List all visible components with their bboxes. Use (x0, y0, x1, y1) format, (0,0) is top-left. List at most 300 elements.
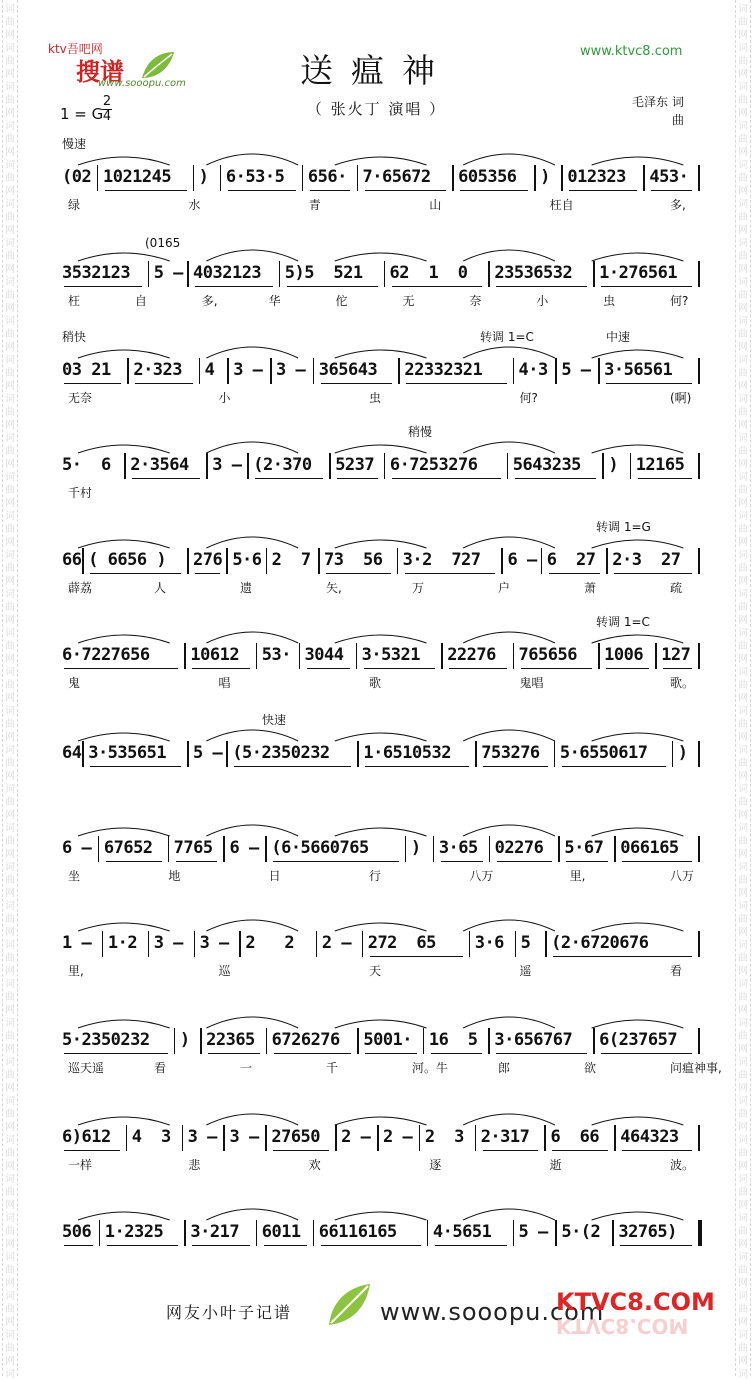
measure-notes: 453· (649, 167, 689, 187)
watermark-glyph: 网 (738, 342, 748, 353)
watermark-glyph: 词 (738, 1174, 748, 1185)
slur-arc (206, 825, 298, 836)
lyric-word: 佗 (335, 294, 348, 308)
watermark-glyph: 曲 (738, 1031, 748, 1042)
watermark-glyph: 曲 (738, 953, 748, 964)
slur-marks (0, 1087, 753, 1177)
watermark-glyph: 曲 (738, 212, 748, 223)
watermark-glyph: 词 (5, 4, 15, 15)
watermark-glyph: 词 (5, 1057, 15, 1068)
slur-arc (78, 445, 170, 453)
watermark-glyph: 曲 (738, 602, 748, 613)
transcriber-credit: 网友小叶子记谱 (166, 1303, 293, 1322)
measure-notes: 53· (261, 645, 291, 665)
staff-line (0, 415, 753, 505)
staff-line (0, 223, 753, 313)
measure-notes: 6·7253276 (389, 455, 478, 475)
watermark-glyph: 网 (5, 1317, 15, 1328)
watermark-glyph: 曲 (738, 95, 748, 106)
measure-notes: 4032123 (193, 263, 262, 283)
staff-line (0, 893, 753, 983)
watermark-glyph: 网 (5, 147, 15, 158)
slur-arc (592, 635, 684, 643)
watermark-glyph: 网 (738, 420, 748, 431)
staff-line (0, 990, 753, 1080)
watermark-glyph: 词 (738, 199, 748, 210)
song-title: 送瘟神 (300, 51, 453, 90)
watermark-glyph: 曲 (738, 563, 748, 574)
watermark-glyph: 网 (5, 615, 15, 626)
measure-notes: (2·6720676 (551, 933, 649, 953)
watermark-glyph: 网 (5, 342, 15, 353)
watermark-glyph: 曲 (738, 914, 748, 925)
watermark-glyph: 网 (5, 108, 15, 119)
slur-arc (463, 825, 555, 836)
measure-notes: 1·276561 (599, 263, 678, 283)
measure-notes: 3 – (153, 933, 183, 953)
slur-arc (206, 250, 298, 261)
lyric-word: 青 (308, 198, 321, 212)
lyric-word: 万 (412, 581, 425, 595)
lyric-word: 奈 (469, 294, 482, 308)
lyric-word: 里, (569, 869, 586, 883)
watermark-glyph: 词 (5, 1096, 15, 1107)
slur-arc (78, 635, 170, 643)
watermark-glyph: 词 (738, 433, 748, 444)
watermark-glyph: 曲 (738, 368, 748, 379)
measure-notes: 3·6 (474, 933, 504, 953)
watermark-glyph: 词 (738, 1057, 748, 1068)
lyric-word: 自 (134, 294, 147, 308)
watermark-glyph: 词 (738, 316, 748, 327)
watermark-glyph: 曲 (5, 251, 15, 262)
lyric-word: 薜荔 (68, 581, 93, 595)
brand-name: 搜谱 (76, 57, 124, 86)
watermark-glyph: 词 (5, 706, 15, 717)
measure-notes: 67652 (103, 838, 153, 858)
slur-arc (592, 923, 684, 931)
watermark-glyph: 网 (5, 576, 15, 587)
watermark-glyph: 曲 (738, 680, 748, 691)
slur-arc (206, 632, 298, 643)
watermark-glyph: 曲 (738, 329, 748, 340)
measure-notes: ) (179, 1030, 190, 1050)
slur-arc (463, 730, 555, 741)
direction-mark: 转调 1=C (480, 330, 534, 344)
watermark-glyph: 词 (738, 667, 748, 678)
measure-notes: 3532123 (62, 263, 131, 283)
watermark-glyph: 网 (5, 1005, 15, 1016)
lyricist: 毛泽东 词 (632, 95, 684, 109)
watermark-glyph: 词 (738, 277, 748, 288)
watermark-glyph: 词 (738, 121, 748, 132)
measure-notes: 3 – (233, 360, 263, 380)
watermark-glyph: 网 (5, 459, 15, 470)
watermark-glyph: 曲 (5, 290, 15, 301)
direction-mark: (0165 (145, 236, 181, 250)
lyric-word: 欲 (584, 1061, 597, 1075)
watermark-glyph: 曲 (738, 134, 748, 145)
staff-line (0, 798, 753, 888)
watermark-glyph: 网 (5, 186, 15, 197)
watermark-glyph: 网 (738, 1122, 748, 1133)
measure-notes: 6·7227656 (62, 645, 150, 665)
watermark-glyph: 曲 (738, 719, 748, 730)
watermark-glyph: 曲 (738, 485, 748, 496)
measure-notes: 127 (661, 645, 691, 665)
watermark-glyph: 曲 (5, 1187, 15, 1198)
lyric-word: 矢, (326, 581, 342, 595)
watermark-glyph: 曲 (738, 56, 748, 67)
slur-arc (592, 350, 684, 358)
watermark-glyph: 网 (5, 927, 15, 938)
measure-notes: 6)612 (62, 1127, 111, 1147)
watermark-glyph: 网 (5, 810, 15, 821)
slur-arc (78, 1020, 170, 1028)
watermark-glyph: 网 (738, 1317, 748, 1328)
watermark-glyph: 词 (738, 1291, 748, 1302)
measure-notes: 765656 (518, 645, 577, 665)
measure-notes: 012323 (567, 167, 626, 187)
lyric-word: 看 (670, 964, 683, 978)
measure-notes: 2·3 27 (612, 550, 681, 570)
watermark-glyph: 词 (5, 199, 15, 210)
lyric-word: 歌 (369, 676, 382, 690)
measure-notes: 23536532 (494, 263, 573, 283)
slur-arc (206, 154, 298, 165)
watermark-glyph: 词 (738, 823, 748, 834)
measure-notes: 6(237657 (599, 1030, 678, 1050)
measure-notes: 5 – (193, 743, 223, 763)
lyric-word: 户 (498, 581, 511, 595)
watermark-glyph: 词 (5, 160, 15, 171)
watermark-glyph: 曲 (738, 1226, 748, 1237)
watermark-glyph: 词 (738, 901, 748, 912)
slur-arc (206, 347, 298, 358)
watermark-glyph: 网 (738, 654, 748, 665)
lyric-word: 枉自 (549, 198, 574, 212)
watermark-glyph: 词 (5, 277, 15, 288)
slur-arc (78, 540, 170, 548)
watermark-glyph: 词 (5, 394, 15, 405)
watermark-glyph: 词 (5, 1252, 15, 1263)
direction-mark: 快速 (262, 713, 287, 727)
slur-arc (78, 350, 170, 358)
slur-marks (0, 1182, 753, 1272)
measure-notes: 3·535651 (88, 743, 167, 763)
measure-notes: 5 – (561, 360, 591, 380)
slur-arc (335, 445, 427, 453)
watermark-glyph: 词 (5, 862, 15, 873)
lyric-word: 小 (536, 294, 549, 308)
measure-notes: 2·317 (480, 1127, 530, 1147)
watermark-glyph: 曲 (5, 368, 15, 379)
watermark-glyph: 网 (738, 69, 748, 80)
measure-notes: 5·6 (232, 550, 262, 570)
measure-notes: 2 – (321, 933, 352, 953)
watermark-glyph: 词 (738, 511, 748, 522)
watermark-glyph: 网 (5, 420, 15, 431)
lyric-word: 逐 (429, 1158, 442, 1172)
ktvc8-link[interactable]: www.ktvc8.com (580, 44, 683, 59)
watermark-glyph: 曲 (738, 1148, 748, 1159)
watermark-glyph: 网 (738, 1239, 748, 1250)
lyric-word: 虫 (369, 391, 382, 405)
watermark-glyph: 词 (738, 550, 748, 561)
lyric-word: 无奈 (68, 391, 93, 405)
direction-mark: 慢速 (62, 137, 87, 151)
lyric-word: 枉 (68, 294, 81, 308)
watermark-glyph: 网 (5, 771, 15, 782)
measure-notes: (02 (62, 167, 92, 187)
watermark-glyph: 网 (738, 186, 748, 197)
slur-marks (0, 703, 753, 793)
measure-notes: 6 – (62, 838, 92, 858)
watermark-glyph: 词 (5, 823, 15, 834)
measure-notes: 12165 (635, 455, 685, 475)
watermark-glyph: 网 (5, 888, 15, 899)
watermark-glyph: 网 (5, 1239, 15, 1250)
slur-arc (592, 828, 684, 836)
measure-notes: 5 – (153, 263, 183, 283)
watermark-glyph: 网 (738, 303, 748, 314)
measure-notes: 3·2 727 (402, 550, 481, 570)
slur-arc (206, 730, 298, 741)
watermark-glyph: 词 (5, 940, 15, 951)
watermark-glyph: 词 (738, 940, 748, 951)
lyric-word: 巡天遥 (68, 1061, 105, 1075)
watermark-glyph: 曲 (5, 56, 15, 67)
lyric-word: 日 (268, 869, 281, 883)
staff-line (0, 510, 753, 600)
measure-notes: 753276 (481, 743, 540, 763)
measure-notes: 22365 (206, 1030, 255, 1050)
watermark-glyph: 词 (738, 628, 748, 639)
watermark-glyph: 曲 (738, 1304, 748, 1315)
slur-arc (463, 347, 555, 358)
watermark-glyph: 曲 (5, 836, 15, 847)
slur-arc (335, 923, 427, 931)
watermark-glyph: 网 (738, 732, 748, 743)
brand-url: www.sooopu.com (98, 78, 186, 89)
watermark-glyph: 词 (5, 433, 15, 444)
lyric-word: 悲 (188, 1158, 201, 1172)
time-bottom: 4 (102, 109, 112, 124)
measure-notes: ) (677, 743, 688, 763)
lyric-word: 何? (670, 294, 689, 308)
watermark-glyph: 词 (738, 4, 748, 15)
watermark-glyph: 词 (738, 82, 748, 93)
watermark-glyph: 曲 (738, 290, 748, 301)
watermark-glyph: 词 (738, 979, 748, 990)
composer: 曲 (672, 113, 685, 127)
watermark-glyph: 曲 (5, 953, 15, 964)
measure-notes: 73 56 (324, 550, 383, 570)
measure-notes: 2 3 (424, 1127, 464, 1147)
lyric-word: 华 (268, 294, 281, 308)
measure-notes: 506 (62, 1222, 92, 1242)
measure-notes: 4·3 (518, 360, 548, 380)
slur-arc (206, 1114, 298, 1125)
watermark-glyph: 词 (5, 1018, 15, 1029)
watermark-glyph: 网 (5, 303, 15, 314)
watermark-glyph: 网 (5, 537, 15, 548)
measure-notes: 6·53·5 (225, 167, 285, 187)
watermark-glyph: 网 (738, 888, 748, 899)
slur-arc (335, 157, 427, 165)
watermark-glyph: 曲 (5, 914, 15, 925)
lyric-word: 八万 (670, 869, 695, 883)
watermark-glyph: 曲 (738, 797, 748, 808)
measure-notes: 3·217 (190, 1222, 240, 1242)
slur-marks (0, 415, 753, 505)
measure-notes: 6 66 (550, 1127, 600, 1147)
watermark-glyph: 词 (738, 43, 748, 54)
watermark-glyph: 词 (5, 901, 15, 912)
watermark-glyph: 词 (5, 667, 15, 678)
watermark-glyph: 网 (5, 498, 15, 509)
watermark-glyph: 词 (738, 394, 748, 405)
watermark-glyph: 词 (5, 979, 15, 990)
watermark-glyph: 词 (738, 784, 748, 795)
watermark-glyph: 网 (5, 966, 15, 977)
watermark-glyph: 曲 (5, 992, 15, 1003)
watermark-glyph: 曲 (5, 680, 15, 691)
ktvc8-logo[interactable]: KTVC8.COM (556, 1288, 715, 1316)
watermark-glyph: 词 (5, 238, 15, 249)
lyric-word: 千村 (68, 486, 93, 500)
measure-notes: 2·3564 (130, 455, 189, 475)
measure-notes: 1·2 (107, 933, 138, 953)
watermark-glyph: 网 (5, 381, 15, 392)
watermark-glyph: 词 (5, 1330, 15, 1341)
watermark-glyph: 曲 (5, 212, 15, 223)
lyric-word: 地 (168, 869, 181, 883)
watermark-glyph: 词 (5, 784, 15, 795)
watermark-glyph: 曲 (5, 407, 15, 418)
slur-arc (335, 635, 427, 643)
measure-notes: 2 7 (271, 550, 311, 570)
watermark-glyph: 曲 (5, 602, 15, 613)
measure-notes: 5 – (518, 1222, 548, 1242)
measure-notes: ) (198, 167, 209, 187)
watermark-glyph: 曲 (5, 797, 15, 808)
watermark-glyph: 网 (5, 1122, 15, 1133)
slur-arc (592, 253, 684, 261)
measure-notes: 5)5 521 (284, 263, 363, 283)
watermark-glyph: 网 (738, 537, 748, 548)
watermark-glyph: 网 (5, 732, 15, 743)
watermark-glyph: 网 (738, 30, 748, 41)
watermark-glyph: 曲 (5, 563, 15, 574)
watermark-glyph: 网 (5, 264, 15, 275)
measure-notes: 5·6550617 (559, 743, 648, 763)
watermark-glyph: 曲 (738, 1070, 748, 1081)
measure-notes: 3 – (187, 1127, 217, 1147)
watermark-glyph: 词 (5, 511, 15, 522)
direction-mark: 转调 1=G (596, 520, 651, 534)
watermark-glyph: 词 (5, 43, 15, 54)
measure-notes: 5·2350232 (62, 1030, 150, 1050)
lyric-word: 里, (68, 964, 84, 978)
measure-notes: 64 (62, 743, 82, 763)
watermark-glyph: 网 (738, 927, 748, 938)
watermark-glyph: 曲 (5, 485, 15, 496)
watermark-glyph: 词 (738, 1096, 748, 1107)
watermark-glyph: 网 (738, 225, 748, 236)
watermark-glyph: 词 (738, 1369, 748, 1380)
slur-arc (335, 253, 427, 261)
slur-marks (0, 990, 753, 1080)
key-signature (60, 94, 112, 124)
watermark-glyph: 曲 (5, 1109, 15, 1120)
slur-arc (463, 1114, 555, 1125)
watermark-glyph: 网 (738, 1161, 748, 1172)
watermark-glyph: 网 (738, 459, 748, 470)
measure-notes: 365643 (318, 360, 378, 380)
slur-arc (592, 1117, 684, 1125)
lyric-word: 水 (188, 198, 201, 212)
watermark-glyph: 曲 (5, 17, 15, 28)
lyric-word: 鬼 (68, 676, 81, 690)
measure-notes: ) (410, 838, 421, 858)
watermark-glyph: 曲 (5, 1265, 15, 1276)
lyric-word: 人 (154, 581, 167, 595)
measure-notes: 27650 (271, 1127, 321, 1147)
watermark-glyph: 网 (738, 498, 748, 509)
slur-arc (78, 253, 170, 261)
watermark-glyph: 曲 (5, 1226, 15, 1237)
lyric-word: (啊) (670, 391, 692, 405)
measure-notes: 6726276 (271, 1030, 340, 1050)
watermark-glyph: 词 (738, 160, 748, 171)
watermark-glyph: 网 (5, 69, 15, 80)
lyric-word: 小 (218, 391, 231, 405)
measure-notes: 6011 (261, 1222, 301, 1242)
lyric-word: 无 (402, 294, 415, 308)
measure-notes: 22332321 (404, 360, 483, 380)
measure-notes: ) (608, 455, 619, 475)
watermark-glyph: 网 (5, 225, 15, 236)
watermark-glyph: 词 (5, 1213, 15, 1224)
watermark-glyph: 网 (5, 849, 15, 860)
slur-arc (592, 1020, 684, 1028)
watermark-glyph: 词 (5, 121, 15, 132)
measure-notes: 6 – (507, 550, 537, 570)
measure-notes: 3 – (199, 933, 229, 953)
footer-url[interactable]: www.sooopu.com (380, 1298, 605, 1326)
watermark-glyph: 曲 (5, 134, 15, 145)
slur-arc (592, 733, 684, 741)
watermark-glyph: 词 (5, 745, 15, 756)
slur-arc (463, 537, 555, 548)
measure-notes: 3044 (304, 645, 344, 665)
lyric-word: 逝 (549, 1158, 562, 1172)
measure-notes: 03 21 (62, 360, 111, 380)
watermark-glyph: 网 (5, 1356, 15, 1367)
watermark-glyph: 曲 (5, 524, 15, 535)
watermark-glyph: 词 (738, 1252, 748, 1263)
watermark-glyph: 网 (5, 30, 15, 41)
lyric-word: 绿 (68, 198, 81, 212)
slur-arc (78, 733, 170, 741)
slur-arc (463, 154, 555, 165)
measure-notes: 464323 (620, 1127, 679, 1147)
time-top: 2 (102, 94, 112, 109)
slur-arc (335, 733, 427, 741)
measure-notes: 2·323 (133, 360, 183, 380)
watermark-glyph: 曲 (5, 95, 15, 106)
